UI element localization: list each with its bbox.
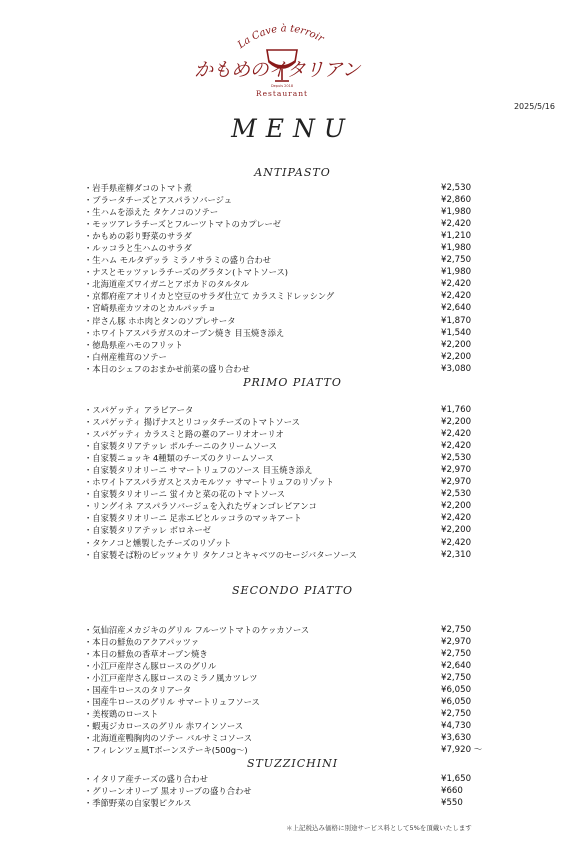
menu-item-name: ・白州産椎茸のソテー <box>84 351 167 362</box>
menu-item-price: ¥2,200 <box>441 351 472 362</box>
menu-item-price: ¥2,420 <box>441 429 472 440</box>
menu-item-name: ・気仙沼産メカジキのグリル フルーツトマトのケッカソース <box>84 625 310 635</box>
menu-item-price: ¥2,420 <box>441 291 472 302</box>
menu-item-price: ¥1,540 <box>441 327 472 338</box>
menu-item-name: ・小江戸産岸さん豚ロースのミラノ風カツレツ <box>84 673 258 684</box>
menu-item <box>84 315 484 327</box>
menu-item-name: ・京都府産アオリイカと空豆のサラダ仕立て カラスミドレッシング <box>84 291 335 302</box>
menu-item-price: ¥6,050 <box>441 697 472 708</box>
menu-item <box>84 428 484 440</box>
menu-item <box>84 524 484 536</box>
menu-item-name: ・ナスとモッツァレラチーズのグラタン(トマトソース) <box>84 267 289 278</box>
menu-item <box>84 302 484 314</box>
menu-item <box>84 206 484 218</box>
section-title-secondo-piatto: SECONDO PIATTO <box>232 584 353 597</box>
secondo-piatto-list <box>84 624 484 757</box>
menu-item <box>84 230 484 242</box>
menu-item-name: ・北海道産鴨胸肉のソテー バルサミコソース <box>84 733 252 744</box>
menu-item-price: ¥2,420 <box>441 513 472 524</box>
menu-item-name: ・モッツアレラチーズとフルーツトマトのカプレーゼ <box>84 219 281 230</box>
menu-item-price: ¥2,420 <box>441 441 472 452</box>
menu-item-name: ・スパゲッティ アラビアータ <box>84 405 194 415</box>
menu-item-price: ¥2,530 <box>441 453 472 464</box>
menu-item-price: ¥2,310 <box>441 549 472 560</box>
restaurant-logo <box>172 18 382 100</box>
menu-item <box>84 327 484 339</box>
menu-item <box>84 452 484 464</box>
menu-item-name: ・生ハムを添えた タケノコのソテー <box>84 207 219 218</box>
menu-item <box>84 660 484 672</box>
menu-item-price: ¥2,750 <box>441 673 472 684</box>
menu-item <box>84 194 484 206</box>
menu-item-name: ・季節野菜の自家製ピクルス <box>84 798 192 809</box>
menu-item-name: ・リングイネ アスパラソバージュを入れたヴォンゴレビアンコ <box>84 501 317 512</box>
menu-item-price: ¥1,870 <box>441 315 472 326</box>
menu-item <box>84 488 484 500</box>
menu-item <box>84 363 484 375</box>
menu-item <box>84 351 484 363</box>
menu-item-price: ¥1,760 <box>441 405 472 415</box>
menu-date: 2025/5/16 <box>513 102 555 111</box>
menu-item-name: ・小江戸産岸さん豚ロースのグリル <box>84 661 217 672</box>
svg-text:La Cave à terroir <box>235 23 326 51</box>
menu-item-name: ・グリーンオリーブ 黒オリーブの盛り合わせ <box>84 786 252 797</box>
menu-item-name: ・蝦夷ジカロースのグリル 赤ワインソース <box>84 721 244 732</box>
menu-item <box>84 708 484 720</box>
menu-item-name: ・スパゲッティ 揚げナスとリコッタチーズのトマトソース <box>84 417 300 428</box>
menu-item <box>84 624 484 636</box>
menu-item <box>84 636 484 648</box>
menu-item-name: ・岸さん豚 ホホ肉とタンのソプレサータ <box>84 315 236 326</box>
menu-item <box>84 773 484 785</box>
menu-item-name: ・生ハム モルタデッラ ミラノサラミの盛り合わせ <box>84 255 272 266</box>
menu-item-name: ・本日の鮮魚の香草オーブン焼き <box>84 649 208 660</box>
menu-item-price: ¥2,200 <box>441 525 472 536</box>
menu-item-name: ・自家製タリオリーニ 蛍イカと菜の花のトマトソース <box>84 489 286 500</box>
menu-item-name: ・国産牛ロースのグリル サマートリュフソース <box>84 697 260 708</box>
menu-item-name: ・国産牛ロースのタリアータ <box>84 685 192 696</box>
menu-item <box>84 266 484 278</box>
section-title-primo-piatto: PRIMO PIATTO <box>243 376 342 389</box>
menu-item-price: ¥2,530 <box>441 489 472 500</box>
section-title-stuzzichini: STUZZICHINI <box>246 757 339 770</box>
service-charge-note: ＊上記税込み価格に別途サービス料として5%を頂戴いたします <box>286 824 472 832</box>
menu-item <box>84 672 484 684</box>
menu-item-price: ¥2,530 <box>441 183 472 193</box>
menu-item-price: ¥6,050 <box>441 685 472 696</box>
menu-item-price: ¥4,730 <box>441 721 472 732</box>
logo-arc-text: La Cave à terroir <box>235 23 326 51</box>
menu-item-name: ・自家製タリオリーニ サマートリュフのソース 目玉焼き添え <box>84 465 313 476</box>
menu-item-price: ¥3,630 <box>441 733 472 744</box>
logo-sub-text: Restaurant <box>255 89 309 98</box>
menu-item <box>84 549 484 561</box>
menu-item <box>84 182 484 194</box>
menu-item <box>84 278 484 290</box>
menu-item-name: ・ホワイトアスパラガスのオーブン焼き 目玉焼き添え <box>84 327 285 338</box>
menu-item-name: ・美桜鶏のロースト <box>84 709 159 720</box>
menu-item-name: ・本日のシェフのおまかせ前菜の盛り合わせ <box>84 363 250 374</box>
menu-item <box>84 404 484 416</box>
logo-graphic <box>172 18 382 100</box>
menu-item <box>84 500 484 512</box>
menu-item-price: ¥3,080 <box>441 363 472 374</box>
menu-item-price: ¥2,420 <box>441 219 472 230</box>
menu-item <box>84 537 484 549</box>
menu-item-price: ¥7,920 ～ <box>441 745 483 756</box>
menu-item <box>84 242 484 254</box>
menu-item-price: ¥1,650 <box>441 774 472 784</box>
menu-item <box>84 744 484 756</box>
menu-item <box>84 440 484 452</box>
menu-item-name: ・タケノコと燻製したチーズのリゾット <box>84 537 232 548</box>
menu-item <box>84 476 484 488</box>
antipasto-list <box>84 182 484 375</box>
menu-item-name: ・徳島県産ハモのフリット <box>84 339 183 350</box>
stuzzichini-list <box>84 773 484 809</box>
menu-item-price: ¥2,640 <box>441 661 472 672</box>
menu-title: MENU <box>231 114 354 143</box>
menu-item-price: ¥2,200 <box>441 501 472 512</box>
menu-item <box>84 218 484 230</box>
menu-item-price: ¥2,200 <box>441 417 472 428</box>
menu-item-name: ・自家製タリオリーニ 足赤エビとルッコラのマッキアート <box>84 513 302 524</box>
menu-item <box>84 648 484 660</box>
menu-item-name: ・ホワイトアスパラガスとスカモルツァ サマートリュフのリゾット <box>84 477 334 488</box>
menu-item <box>84 416 484 428</box>
menu-item-name: ・イタリア産チーズの盛り合わせ <box>84 774 209 784</box>
menu-item-price: ¥2,970 <box>441 637 472 648</box>
menu-item-price: ¥2,750 <box>441 255 472 266</box>
menu-item <box>84 797 484 809</box>
menu-item-price: ¥1,980 <box>441 207 472 218</box>
menu-item <box>84 720 484 732</box>
menu-item <box>84 254 484 266</box>
menu-item-price: ¥2,750 <box>441 625 472 635</box>
menu-item-name: ・北海道産ズワイガニとアボカドのタルタル <box>84 279 250 290</box>
menu-item-price: ¥660 <box>441 786 463 797</box>
menu-item-name: ・ルッコラと生ハムのサラダ <box>84 243 192 254</box>
menu-item <box>84 684 484 696</box>
menu-item <box>84 732 484 744</box>
menu-item-price: ¥2,970 <box>441 465 472 476</box>
primo-piatto-list <box>84 404 484 561</box>
menu-item-price: ¥2,970 <box>441 477 472 488</box>
menu-item <box>84 290 484 302</box>
menu-item <box>84 785 484 797</box>
menu-item <box>84 512 484 524</box>
section-title-antipasto: ANTIPASTO <box>254 166 331 179</box>
menu-item-price: ¥2,750 <box>441 709 472 720</box>
menu-item-name: ・岩手県産柳ダコのトマト煮 <box>84 183 192 193</box>
menu-item-name: ・自家製ニョッキ 4種類のチーズのクリームソース <box>84 453 274 464</box>
menu-item-name: ・宮崎県産カツオのとカルパッチョ <box>84 303 216 314</box>
menu-item-name: ・自家製そば粉のピッツォケリ タケノコとキャベツのセージバターソース <box>84 549 357 560</box>
menu-item-price: ¥2,860 <box>441 195 472 206</box>
menu-item-name: ・本日の鮮魚のアクアパッツァ <box>84 637 200 648</box>
menu-item-price: ¥2,420 <box>441 537 472 548</box>
menu-item-name: ・ブラータチーズとアスパラソバージュ <box>84 195 233 206</box>
menu-item-price: ¥550 <box>441 798 463 809</box>
menu-item-price: ¥2,420 <box>441 279 472 290</box>
menu-item-name: ・スパゲッティ カラスミと路の薹のアーリオオーリオ <box>84 429 284 440</box>
menu-item <box>84 339 484 351</box>
menu-item-price: ¥2,640 <box>441 303 472 314</box>
logo-main-text: かもめのイタリアン <box>194 59 360 81</box>
menu-item-price: ¥2,200 <box>441 339 472 350</box>
menu-item-price: ¥1,980 <box>441 243 472 254</box>
menu-item-price: ¥1,980 <box>441 267 472 278</box>
menu-item-name: ・自家製タリアテッレ ポルチーニのクリームソース <box>84 441 278 452</box>
logo-since-text: Depuis 2018 <box>270 84 294 88</box>
menu-item <box>84 696 484 708</box>
menu-item-price: ¥2,750 <box>441 649 472 660</box>
menu-item-name: ・かもめの彩り野菜のサラダ <box>84 231 192 242</box>
menu-item-name: ・フィレンツェ風Tボーンステーキ(500g～) <box>84 745 248 756</box>
menu-item-name: ・自家製タリアテッレ ボロネーゼ <box>84 525 211 536</box>
menu-item-price: ¥1,210 <box>441 231 472 242</box>
menu-item <box>84 464 484 476</box>
